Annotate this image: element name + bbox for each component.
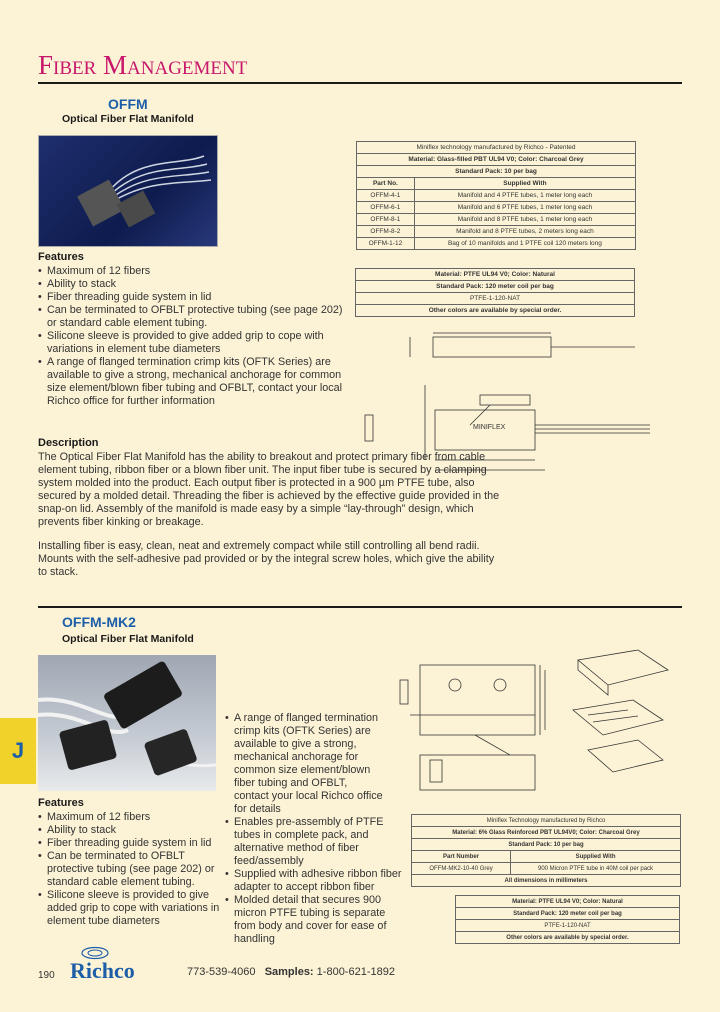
- mk2-table-pack: Standard Pack: 10 per bag: [412, 839, 681, 851]
- list-item: • A range of flanged termination crimp kits (OFTK Series) are available to give a strong, mechanical anchorage for common size element/blown fiber tubing and OFBLT, contact your local Richco office for details: [225, 712, 384, 816]
- part-cell: OFFM-6-1: [357, 202, 415, 214]
- phone-number: 773-539-4060: [187, 966, 256, 978]
- offm-table-note: Miniflex technology manufactured by Richco - Patented: [357, 142, 636, 154]
- supplied-cell: Manifold and 8 PTFE tubes, 1 meter long each: [414, 214, 635, 226]
- table-row: [412, 863, 681, 875]
- mk2-product-photo: [38, 655, 216, 791]
- table-row: [357, 226, 636, 238]
- footer-contact: [187, 966, 395, 978]
- offm-table-material: Material: Glass-filled PBT UL94 V0; Color: Charcoal Grey: [357, 154, 636, 166]
- mk2-photo-illustration: [38, 655, 216, 791]
- list-item: • Supplied with adhesive ribbon fiber adapter to accept ribbon fiber: [225, 868, 405, 894]
- part-cell: OFFM-8-2: [357, 226, 415, 238]
- mk2-col-part: Part Number: [412, 851, 511, 863]
- list-item: • Can be terminated to OFBLT protective tubing (see page 202) or standard cable element tubing.: [38, 850, 223, 889]
- part-cell: OFFM-MK2-10-40 Grey: [412, 863, 511, 875]
- offm-product-name: OFFM: [108, 96, 148, 112]
- mk2-technical-drawing: [385, 640, 555, 795]
- mk2-feature-list-right: [225, 712, 405, 946]
- offm-description-text-1: The Optical Fiber Flat Manifold has the ability to breakout and protect primary fiber from cable element tubing, ribbon fiber or a blown fiber unit. The input fiber tube is secured by a clamping system molded into the product. Each output fiber is protected in a 900 µm PTFE tube, also secured by a molded detail. Threading the fiber is achieved by the effective guide provided in the snap-on lid. Assembly of the manifold is made easy by a simple “lay-through” design, which prevents fiber kinking or breakage.: [38, 451, 500, 528]
- offm-feature-list: [38, 265, 358, 408]
- section-tab: J: [0, 718, 36, 784]
- samples-label: Samples:: [264, 966, 314, 978]
- offm-table-pack: Standard Pack: 10 per bag: [357, 166, 636, 178]
- list-item: • Silicone sleeve is provided to give added grip to cope with variations in element tube diameters: [38, 330, 337, 356]
- supplied-cell: 900 Micron PTFE tube in 40M coil per pack: [511, 863, 681, 875]
- offm-ptfe-table: [355, 268, 635, 317]
- list-item: • Molded detail that secures 900 micron PTFE tubing is separate from body and cover for ease of handling: [225, 894, 405, 946]
- samples-phone: 1-800-621-1892: [316, 966, 395, 978]
- mk2-ptfe-table: [455, 895, 680, 944]
- part-cell: OFFM-1-12: [357, 238, 415, 250]
- list-item: • Fiber threading guide system in lid: [38, 837, 223, 850]
- offm-product-photo: [38, 135, 218, 247]
- supplied-cell: Manifold and 6 PTFE tubes, 1 meter long each: [414, 202, 635, 214]
- mk2-spec-table: [411, 814, 681, 887]
- mk2-table-note: Miniflex Technology manufactured by Richco: [412, 815, 681, 827]
- mk2-product-name: OFFM-MK2: [62, 614, 136, 630]
- list-item: • Enables pre-assembly of PTFE tubes in complete pack, and alternative method of fiber feed/assembly: [225, 816, 405, 868]
- table-row: [357, 214, 636, 226]
- mk2-features: [38, 797, 223, 928]
- page-number: 190: [38, 970, 55, 981]
- richco-logo: [70, 946, 170, 986]
- offm-photo-illustration: [39, 136, 217, 246]
- table-row: [357, 190, 636, 202]
- list-item: • Maximum of 12 fibers: [38, 265, 358, 278]
- title-rule: [38, 82, 682, 84]
- mk2-subtitle: Optical Fiber Flat Manifold: [62, 633, 194, 645]
- offm-ptfe-part: PTFE-1-120-NAT: [356, 293, 635, 305]
- mk2-table-dims: All dimensions in millimeters: [412, 875, 681, 887]
- offm-spec-table: [356, 141, 636, 250]
- mk2-feature-list-left: [38, 811, 223, 928]
- offm-ptfe-note: Other colors are available by special order.: [356, 305, 635, 317]
- logo-text: Richco: [70, 958, 135, 983]
- mk2-ptfe-pack: Standard Pack: 120 meter coil per bag: [456, 908, 680, 920]
- table-row: [357, 202, 636, 214]
- part-cell: OFFM-8-1: [357, 214, 415, 226]
- offm-ptfe-material: Material: PTFE UL94 V0; Color: Natural: [356, 269, 635, 281]
- table-row: [357, 238, 636, 250]
- part-cell: OFFM-4-1: [357, 190, 415, 202]
- list-item: • Silicone sleeve is provided to give added grip to cope with variations in element tube diameters: [38, 889, 223, 928]
- offm-col-part: Part No.: [357, 178, 415, 190]
- mk2-col-supplied: Supplied With: [511, 851, 681, 863]
- mk2-exploded-view: [568, 640, 678, 780]
- offm-subtitle: Optical Fiber Flat Manifold: [62, 113, 194, 125]
- supplied-cell: Manifold and 8 PTFE tubes, 2 meters long each: [414, 226, 635, 238]
- offm-description-text-2: Installing fiber is easy, clean, neat and extremely compact while still controlling all bend radii. Mounts with the self-adhesive pad provided or by the integral screw holes, which give the ability to stack.: [38, 540, 495, 578]
- mk2-ptfe-note: Other colors are available by special order.: [456, 932, 680, 944]
- list-item: • Can be terminated to OFBLT protective tubing (see page 202) or standard cable element tubing.: [38, 304, 347, 330]
- mk2-table-material: Material: 6% Glass Reinforced PBT UL94V0; Color: Charcoal Grey: [412, 827, 681, 839]
- offm-features-heading: Features: [38, 251, 84, 263]
- offm-features: [38, 251, 358, 408]
- offm-col-supplied: Supplied With: [414, 178, 635, 190]
- mk2-features-heading: Features: [38, 797, 84, 809]
- list-item: • Maximum of 12 fibers: [38, 811, 223, 824]
- supplied-cell: Manifold and 4 PTFE tubes, 1 meter long each: [414, 190, 635, 202]
- list-item: • Ability to stack: [38, 278, 358, 291]
- offm-description-heading: Description: [38, 437, 99, 449]
- supplied-cell: Bag of 10 manifolds and 1 PTFE coil 120 meters long: [414, 238, 635, 250]
- list-item: • Fiber threading guide system in lid: [38, 291, 358, 304]
- page-title: Fiber Management: [38, 50, 248, 80]
- mk2-ptfe-material: Material: PTFE UL94 V0; Color: Natural: [456, 896, 680, 908]
- offm-description: [38, 437, 503, 579]
- offm-drawing-label: MINIFLEX: [473, 424, 506, 431]
- section-rule: [38, 606, 682, 608]
- list-item: • A range of flanged termination crimp kits (OFTK Series) are available to give a strong, mechanical anchorage for common size element/blown fiber tubing and OFBLT, contact your local Richco office for further information: [38, 356, 352, 408]
- mk2-ptfe-part: PTFE-1-120-NAT: [456, 920, 680, 932]
- offm-ptfe-pack: Standard Pack: 120 meter coil per bag: [356, 281, 635, 293]
- list-item: • Ability to stack: [38, 824, 223, 837]
